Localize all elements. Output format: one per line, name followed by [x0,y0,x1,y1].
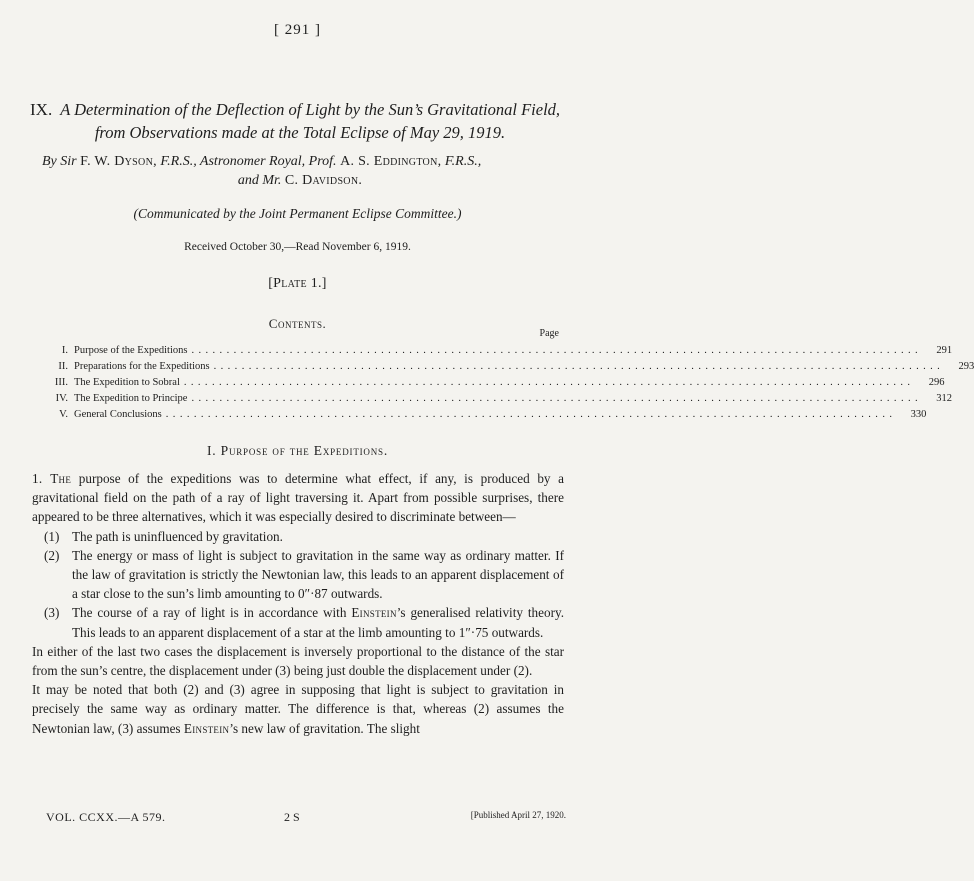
einstein-name: Einstein [183,720,230,736]
paper-title [30,98,570,144]
list-item-text [72,603,564,641]
list-item [32,546,564,604]
toc-number: I. [61,345,68,356]
sir-word: Sir [60,154,77,169]
toc-number: IV. [55,393,68,404]
list-item-text-a: The course of a ray of light is in accordance with [72,605,352,621]
toc-number: II. [58,361,68,372]
toc-label: General Conclusions [74,409,162,420]
toc-leader-dots: ........................................................................................................ [213,361,945,372]
paragraph-3-text-a: It may be noted that both (2) and (3) agree in supposing that light is subject to gravitation in precisely the same way as ordinary matter. The difference is that, whereas (2) assumes the Newtonian law, (3) assumes [32,682,564,736]
plate-reference [0,276,595,292]
toc-page: 330 [910,409,927,420]
toc-leader-dots: ........................................................................................................ [183,377,915,388]
list-item [32,527,564,546]
authors-line-1 [30,152,570,171]
by-word: By [42,154,57,169]
publication-date: [Published April 27, 1920. [470,810,566,820]
toc-leader-dots: ........................................................................................................ [165,409,897,420]
author-dyson-role: F.R.S., Astronomer Royal, Prof. [160,154,337,169]
toc-page: 293 [958,361,974,372]
toc-leader-dots: ........................................................................................................ [191,345,923,356]
paragraph-lead: 1. The [32,471,72,486]
title-text-2: from Observations made at the Total Eclipse of May 29, 1919. [94,123,506,142]
toc-number: V. [59,409,68,420]
title-line-2 [30,121,570,144]
list-item-text-b: ’s generalised relativity theory. This leads to an apparent displacement of a star at the limb amounting to 1″·75 outwards. [72,605,564,640]
toc-page: 296 [928,377,945,388]
toc-label: Preparations for the Expeditions [74,361,210,372]
toc-page: 312 [936,393,953,404]
contents-heading: Contents. [268,316,327,331]
toc-label: Purpose of the Expeditions [74,345,188,356]
toc-row[interactable] [44,391,953,407]
einstein-name: Einstein [351,605,397,621]
paragraph-1 [32,469,564,527]
list-item-number: (2) [44,547,60,563]
list-item-text: The energy or mass of light is subject to gravitation in the same way as ordinary matter. If the law of gravitation is strictly the Newtonian law, this leads to an apparent displacement of a star close to the sun’s limb amounting to 0″·87 outwards. [72,547,564,602]
author-davidson: C. Davidson. [284,173,363,188]
toc-leader-dots: ........................................................................................................ [191,393,923,404]
toc-row[interactable] [44,359,974,375]
authors-line-2 [30,171,570,190]
paragraph-2: In either of the last two cases the displacement is inversely proportional to the distance of the star from the sun’s centre, the displacement under (3) being just double the displacement under (2). [32,643,564,679]
list-item-text: The path is uninfluenced by gravitation. [72,528,283,544]
section-heading: I. Purpose of the Expeditions. [206,443,388,458]
contents-page-label: Page [539,328,559,339]
article-number: IX. [30,100,53,119]
paragraph-3-text-b: ’s new law of gravitation. The slight [229,720,420,736]
title-line-1 [30,98,570,121]
paragraph-3 [32,680,564,738]
toc-page: 291 [936,345,953,356]
and-word: and Mr. [237,173,282,188]
author-eddington-role: F.R.S., [444,154,482,169]
author-line [30,152,570,190]
communicated-text: (Communicated by the Joint Permanent Eclipse Committee.) [133,206,462,221]
paragraph-1-text: purpose of the expeditions was to determine what effect, if any, is produced by a gravitational field on the path of a ray of light traversing it. Apart from possible surprises, there appeared to be three alternatives, which it was especially desired to discriminate between— [32,471,564,525]
toc-label: The Expedition to Sobral [74,377,180,388]
toc-number: III. [54,377,68,388]
list-item [32,603,564,641]
plate-text: [Plate 1.] [268,276,327,291]
author-dyson: F. W. Dyson, [80,154,157,169]
list-item-number: (3) [44,605,60,621]
author-eddington: A. S. Eddington, [340,154,442,169]
page-number: [ 291 ] [274,22,321,38]
communicated-line [0,206,595,222]
toc-row[interactable] [44,375,945,391]
toc-row[interactable] [44,407,927,423]
received-line: Received October 30,—Read November 6, 1919. [184,241,411,253]
toc-row[interactable] [44,343,953,359]
title-text-1: A Determination of the Deflection of Light by the Sun’s Gravitational Field, [60,100,561,119]
signature-mark: 2 S [284,810,300,824]
table-of-contents [44,343,974,423]
volume-reference: VOL. CCXX.—A 579. [46,810,166,824]
list-item-number: (1) [44,528,60,544]
toc-label: The Expedition to Principe [74,393,188,404]
body-text [32,469,564,738]
